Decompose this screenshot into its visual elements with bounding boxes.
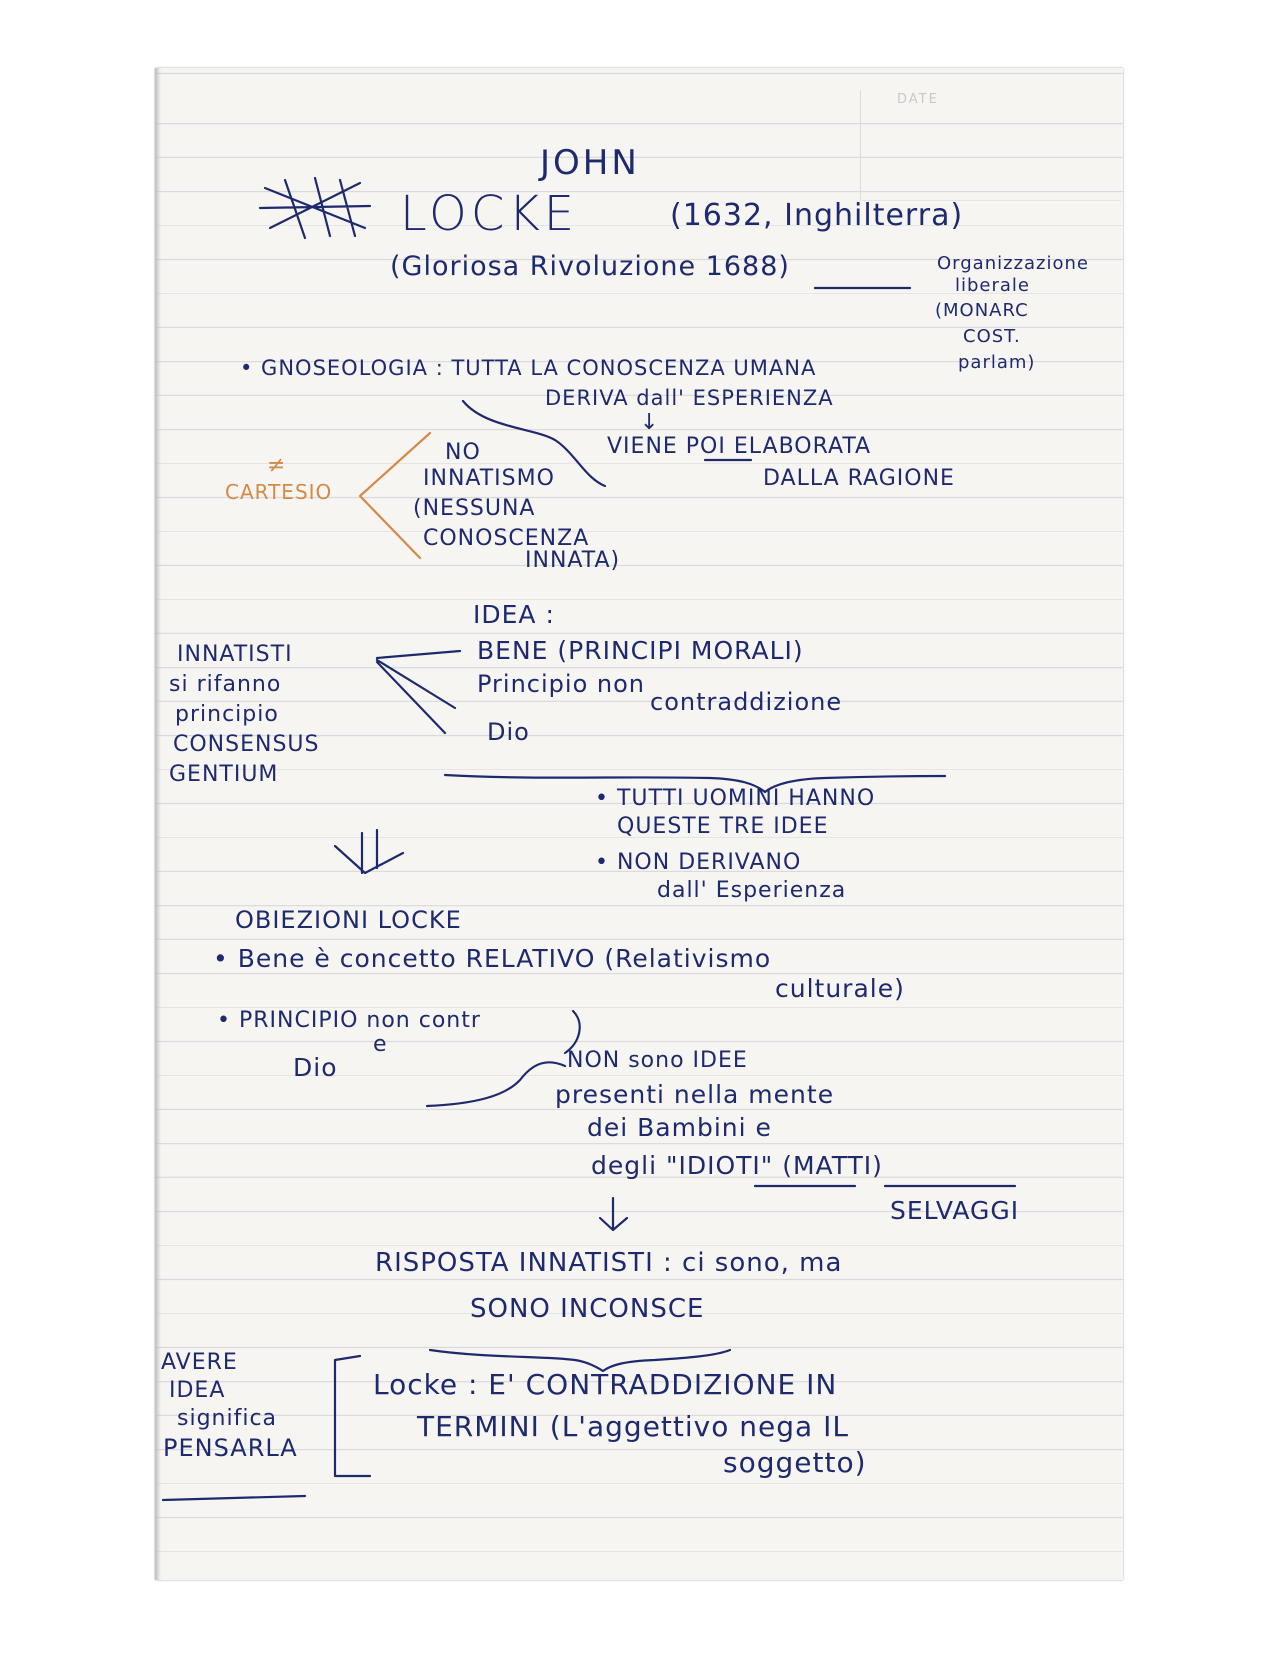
date-label: DATE (897, 92, 939, 107)
cartesio-not-equal: ≠ (267, 453, 287, 478)
idea-principio: Principio non (477, 670, 645, 698)
innatisti-2: si rifanno (169, 672, 282, 697)
obiezione-culturale: culturale) (775, 974, 905, 1003)
idea-contraddizione: contraddizione (650, 688, 843, 716)
no-innatismo-5: INNATA) (525, 548, 621, 573)
idea-bene: BENE (PRINCIPI MORALI) (477, 636, 804, 665)
gov-note-5: parlam) (958, 352, 1036, 373)
last-name: LOCKE (400, 186, 579, 242)
crossed-out-scribble (260, 178, 370, 238)
gov-note-1: Organizzazione (937, 253, 1089, 274)
gov-note-4: COST. (963, 326, 1021, 347)
point-queste-tre-idee: QUESTE TRE IDEE (617, 814, 829, 839)
avere-2: IDEA (169, 1378, 226, 1403)
innatisti-4: CONSENSUS (173, 732, 320, 757)
point-non-derivano: • NON DERIVANO (595, 850, 802, 875)
risposta-innatisti: RISPOSTA INNATISTI : ci sono, ma (375, 1248, 843, 1278)
non-sono-idee: NON sono IDEE (567, 1048, 748, 1073)
dio-arrow (427, 1062, 565, 1106)
idea-dio: Dio (487, 718, 530, 746)
contr-paren (565, 1011, 580, 1053)
point-tutti-uomini: • TUTTI UOMINI HANNO (595, 786, 876, 811)
deriva-arrow: ↓ (640, 410, 660, 435)
avere-4: PENSARLA (163, 1434, 298, 1462)
locke-bracket (335, 1356, 370, 1476)
gov-note-2: liberale (955, 275, 1031, 296)
innatisti-arrows (377, 651, 460, 733)
idea-title: IDEA : (473, 600, 555, 629)
innatisti-3: principio (175, 702, 279, 727)
point-esperienza: dall' Esperienza (657, 878, 847, 903)
presenti-mente: presenti nella mente (555, 1080, 835, 1109)
gnoseologia-line2: DERIVA dall' ESPERIENZA (545, 386, 834, 410)
underline-pensarla (163, 1496, 305, 1500)
obiezione-principio: • PRINCIPIO non contr (217, 1008, 481, 1033)
innatisti-1: INNATISTI (177, 642, 293, 667)
notebook-page (155, 68, 1123, 1580)
sono-inconsce: SONO INCONSCE (470, 1294, 705, 1324)
no-innatismo-1: NO (445, 440, 481, 465)
avere-3: significa (177, 1406, 278, 1431)
obiezione-dio: Dio (293, 1053, 338, 1082)
dalla-ragione-line: DALLA RAGIONE (763, 466, 955, 491)
double-arrow-down (335, 830, 403, 873)
dei-bambini: dei Bambini e (587, 1113, 772, 1142)
gloriosa-rivoluzione: (Gloriosa Rivoluzione 1688) (390, 251, 790, 282)
avere-1: AVERE (161, 1350, 238, 1375)
no-innatismo-3: (NESSUNA (413, 496, 536, 521)
cartesio: CARTESIO (225, 480, 333, 504)
gnoseologia-line1: • GNOSEOLOGIA : TUTTA LA CONOSCENZA UMANA (240, 356, 817, 380)
selvaggi: SELVAGGI (890, 1196, 1020, 1225)
innatisti-5: GENTIUM (169, 762, 279, 787)
birth-info: (1632, Inghilterra) (670, 198, 964, 233)
gov-note-3: (MONARC (935, 300, 1029, 321)
locke-contraddizione: Locke : E' CONTRADDIZIONE IN (373, 1368, 838, 1401)
no-innatismo-4: CONOSCENZA (423, 526, 590, 551)
degli-idioti: degli "IDIOTI" (MATTI) (591, 1151, 883, 1180)
no-innatismo-2: INNATISMO (423, 466, 555, 491)
viene-poi-line: VIENE POI ELABORATA (607, 434, 872, 459)
locke-termini: TERMINI (L'aggettivo nega IL (417, 1410, 849, 1443)
obiezioni-title: OBIEZIONI LOCKE (235, 906, 462, 934)
obiezione-bene: • Bene è concetto RELATIVO (Relativismo (213, 944, 772, 973)
obiezione-e: e (373, 1032, 388, 1057)
locke-soggetto: soggetto) (723, 1446, 867, 1479)
first-name: JOHN (540, 143, 640, 183)
